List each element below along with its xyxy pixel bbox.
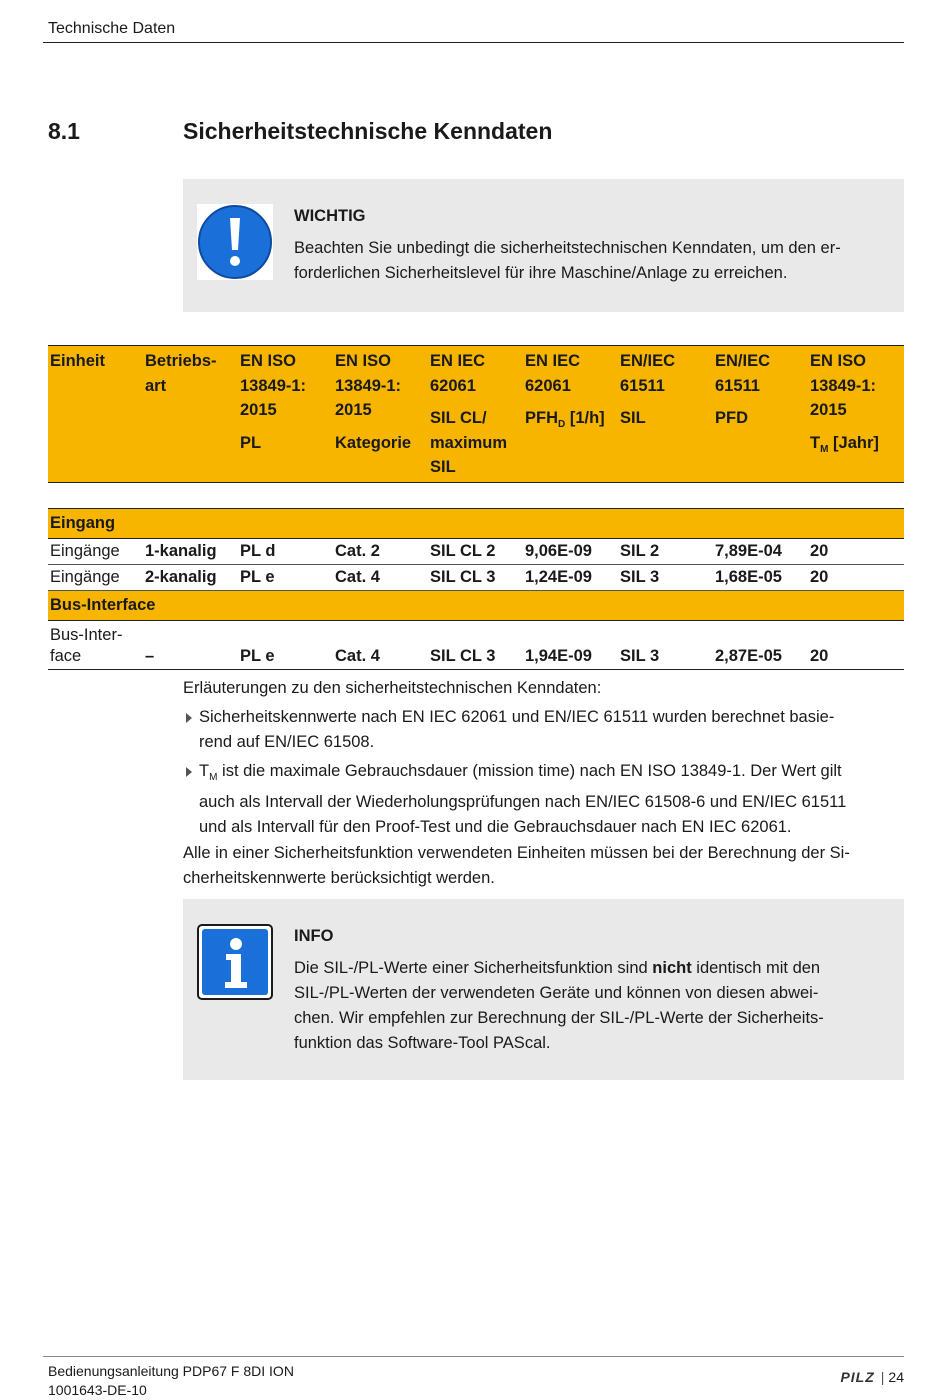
header-pfd: EN/IEC 61511 PFD <box>713 346 808 483</box>
footer-doc-number: 1001643-DE-10 <box>48 1382 147 1398</box>
footer-doc-info <box>48 1362 294 1400</box>
bullet-triangle-icon <box>186 767 192 777</box>
bullet-triangle-icon <box>186 713 192 723</box>
header-kategorie: EN ISO 13849-1: 2015 Kategorie <box>333 346 428 483</box>
table-spacer <box>48 483 904 509</box>
closing-paragraph: Alle in einer Sicherheitsfunktion verwendeten Einheiten müssen bei der Berechnung der Si- cherheitskennwerte berücksichtigt werden. <box>183 844 850 887</box>
header-betriebsart: Betriebs- art <box>143 346 238 483</box>
table-row: Eingänge 1-kanalig PL d Cat. 2 SIL CL 2 9,06E-09 SIL 2 7,89E-04 20 <box>48 539 904 565</box>
header-sil-cl: EN IEC 62061 SIL CL/ maximum SIL <box>428 346 523 483</box>
safety-data-table <box>48 345 904 670</box>
info-title: INFO <box>294 927 334 945</box>
table-header-row <box>48 346 904 483</box>
important-line: Beachten Sie unbedingt die sicherheitstechnischen Kenndaten, um den er- <box>294 239 841 257</box>
info-icon <box>197 924 273 1000</box>
footer-doc-title: Bedienungsanleitung PDP67 F 8DI ION <box>48 1363 294 1379</box>
table-group-bus-interface: Bus-Interface <box>48 591 904 621</box>
table-row: Eingänge 2-kanalig PL e Cat. 4 SIL CL 3 1,24E-09 SIL 3 1,68E-05 20 <box>48 565 904 591</box>
important-line: forderlichen Sicherheitslevel für ihre Maschine/Anlage zu erreichen. <box>294 264 788 282</box>
footer-page <box>840 1369 904 1385</box>
page-number: 24 <box>888 1369 904 1385</box>
running-header: Technische Daten <box>48 20 176 37</box>
footer-rule <box>43 1356 904 1357</box>
header-einheit: Einheit <box>48 346 143 483</box>
exclamation-icon <box>197 204 273 280</box>
header-sil: EN/IEC 61511 SIL <box>618 346 713 483</box>
important-notice <box>183 179 904 312</box>
info-notice <box>183 899 904 1080</box>
header-rule <box>43 42 904 43</box>
section-number: 8.1 <box>48 118 80 144</box>
table-group-eingang: Eingang <box>48 509 904 539</box>
section-title: Sicherheitstechnische Kenndaten <box>183 118 553 144</box>
header-pfhd: EN IEC 62061 $PFH_D$ [1/h] <box>523 346 618 483</box>
header-pl: EN ISO 13849-1: 2015 PL <box>238 346 333 483</box>
footer-separator: | <box>880 1369 885 1385</box>
info-text: Die SIL-/PL-Werte einer Sicherheitsfunktion sind nicht identisch mit den SIL-/PL-Werten der verwendeten Geräte und können von diesen abwei- chen. Wir empfehlen zur Berechnung der SIL-/PL-Werte der Sicherheits- funktion das Software-Tool PAScal. <box>294 959 824 1052</box>
table-row: Bus-Inter- face – PL e Cat. 4 SIL CL 3 1,94E-09 SIL 3 2,87E-05 20 <box>48 621 904 670</box>
important-text <box>294 236 889 286</box>
header-tm: EN ISO 13849-1: 2015 $T_M$ [Jahr] <box>808 346 904 483</box>
pilz-logo: PILZ <box>840 1369 875 1385</box>
important-title: WICHTIG <box>294 207 366 225</box>
explanation-intro: Erläuterungen zu den sicherheitstechnischen Kenndaten: <box>183 679 602 697</box>
